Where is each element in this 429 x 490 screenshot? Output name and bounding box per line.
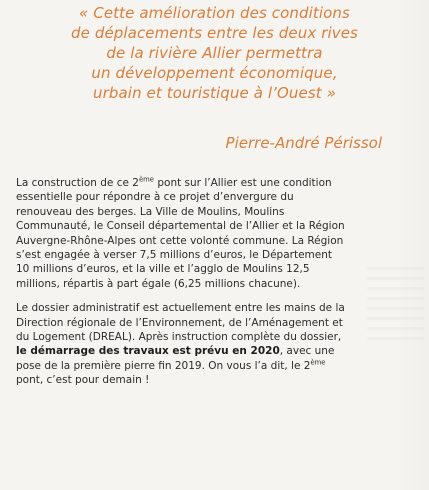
quote-line: un développement économique, xyxy=(91,64,338,82)
quote-line: de la rivière Allier permettra xyxy=(106,44,323,62)
quote-text xyxy=(0,3,429,103)
paragraph-2 xyxy=(16,301,346,387)
paragraph-1-text-b: pont sur l’Allier est une condition essentielle pour répondre à ce projet d’envergure du renouveau des berges. La Ville de Moulins, Moulins Communauté, le Conseil départemental de l’Allier et la Région Auvergne-Rhône-Alpes ont cette volonté commune. La Région s’est engagée à verser 7,5 millions d’euros, le Département 10 millions d’euros, et la ville et l’agglo de Moulins 12,5 millions, répartis à part égale (6,25 millions chacune). xyxy=(16,177,345,290)
paragraph-1 xyxy=(16,176,346,291)
quote-line: de déplacements entre les deux rives xyxy=(71,24,358,42)
bleed-line xyxy=(367,327,425,330)
paragraph-2-text-c: pont, c’est pour demain ! xyxy=(16,374,150,387)
paragraph-2-bold-text: le démarrage des travaux est prévu en 2020 xyxy=(16,345,280,358)
paragraph-2-text-b: , avec une pose de la première pierre fin 2019. On vous l’a dit, le 2 xyxy=(16,345,335,372)
quote-line: urbain et touristique à l’Ouest » xyxy=(93,84,336,102)
bleed-line xyxy=(367,297,425,300)
ordinal-suffix: ème xyxy=(138,175,155,184)
quote-line: « Cette amélioration des conditions xyxy=(79,4,350,22)
bleed-line xyxy=(367,317,425,320)
page-bleed-through xyxy=(367,260,425,400)
ordinal-suffix: ème xyxy=(310,358,326,367)
quote-author: Pierre-André Périssol xyxy=(225,134,382,152)
article-body xyxy=(16,176,346,398)
paragraph-1-text-a: La construction de ce 2 xyxy=(16,177,139,189)
bleed-line xyxy=(367,277,425,280)
bleed-line xyxy=(367,287,425,290)
quote-block xyxy=(0,0,429,152)
paragraph-2-text-a: Le dossier administratif est actuellement entre les mains de la Direction régionale de l’Environnement, de l’Aménagement et du Logement (DREAL). Après instruction complète du dossier, xyxy=(16,302,345,344)
bleed-line xyxy=(367,307,425,310)
bleed-line xyxy=(367,337,425,340)
bleed-line xyxy=(367,267,425,270)
